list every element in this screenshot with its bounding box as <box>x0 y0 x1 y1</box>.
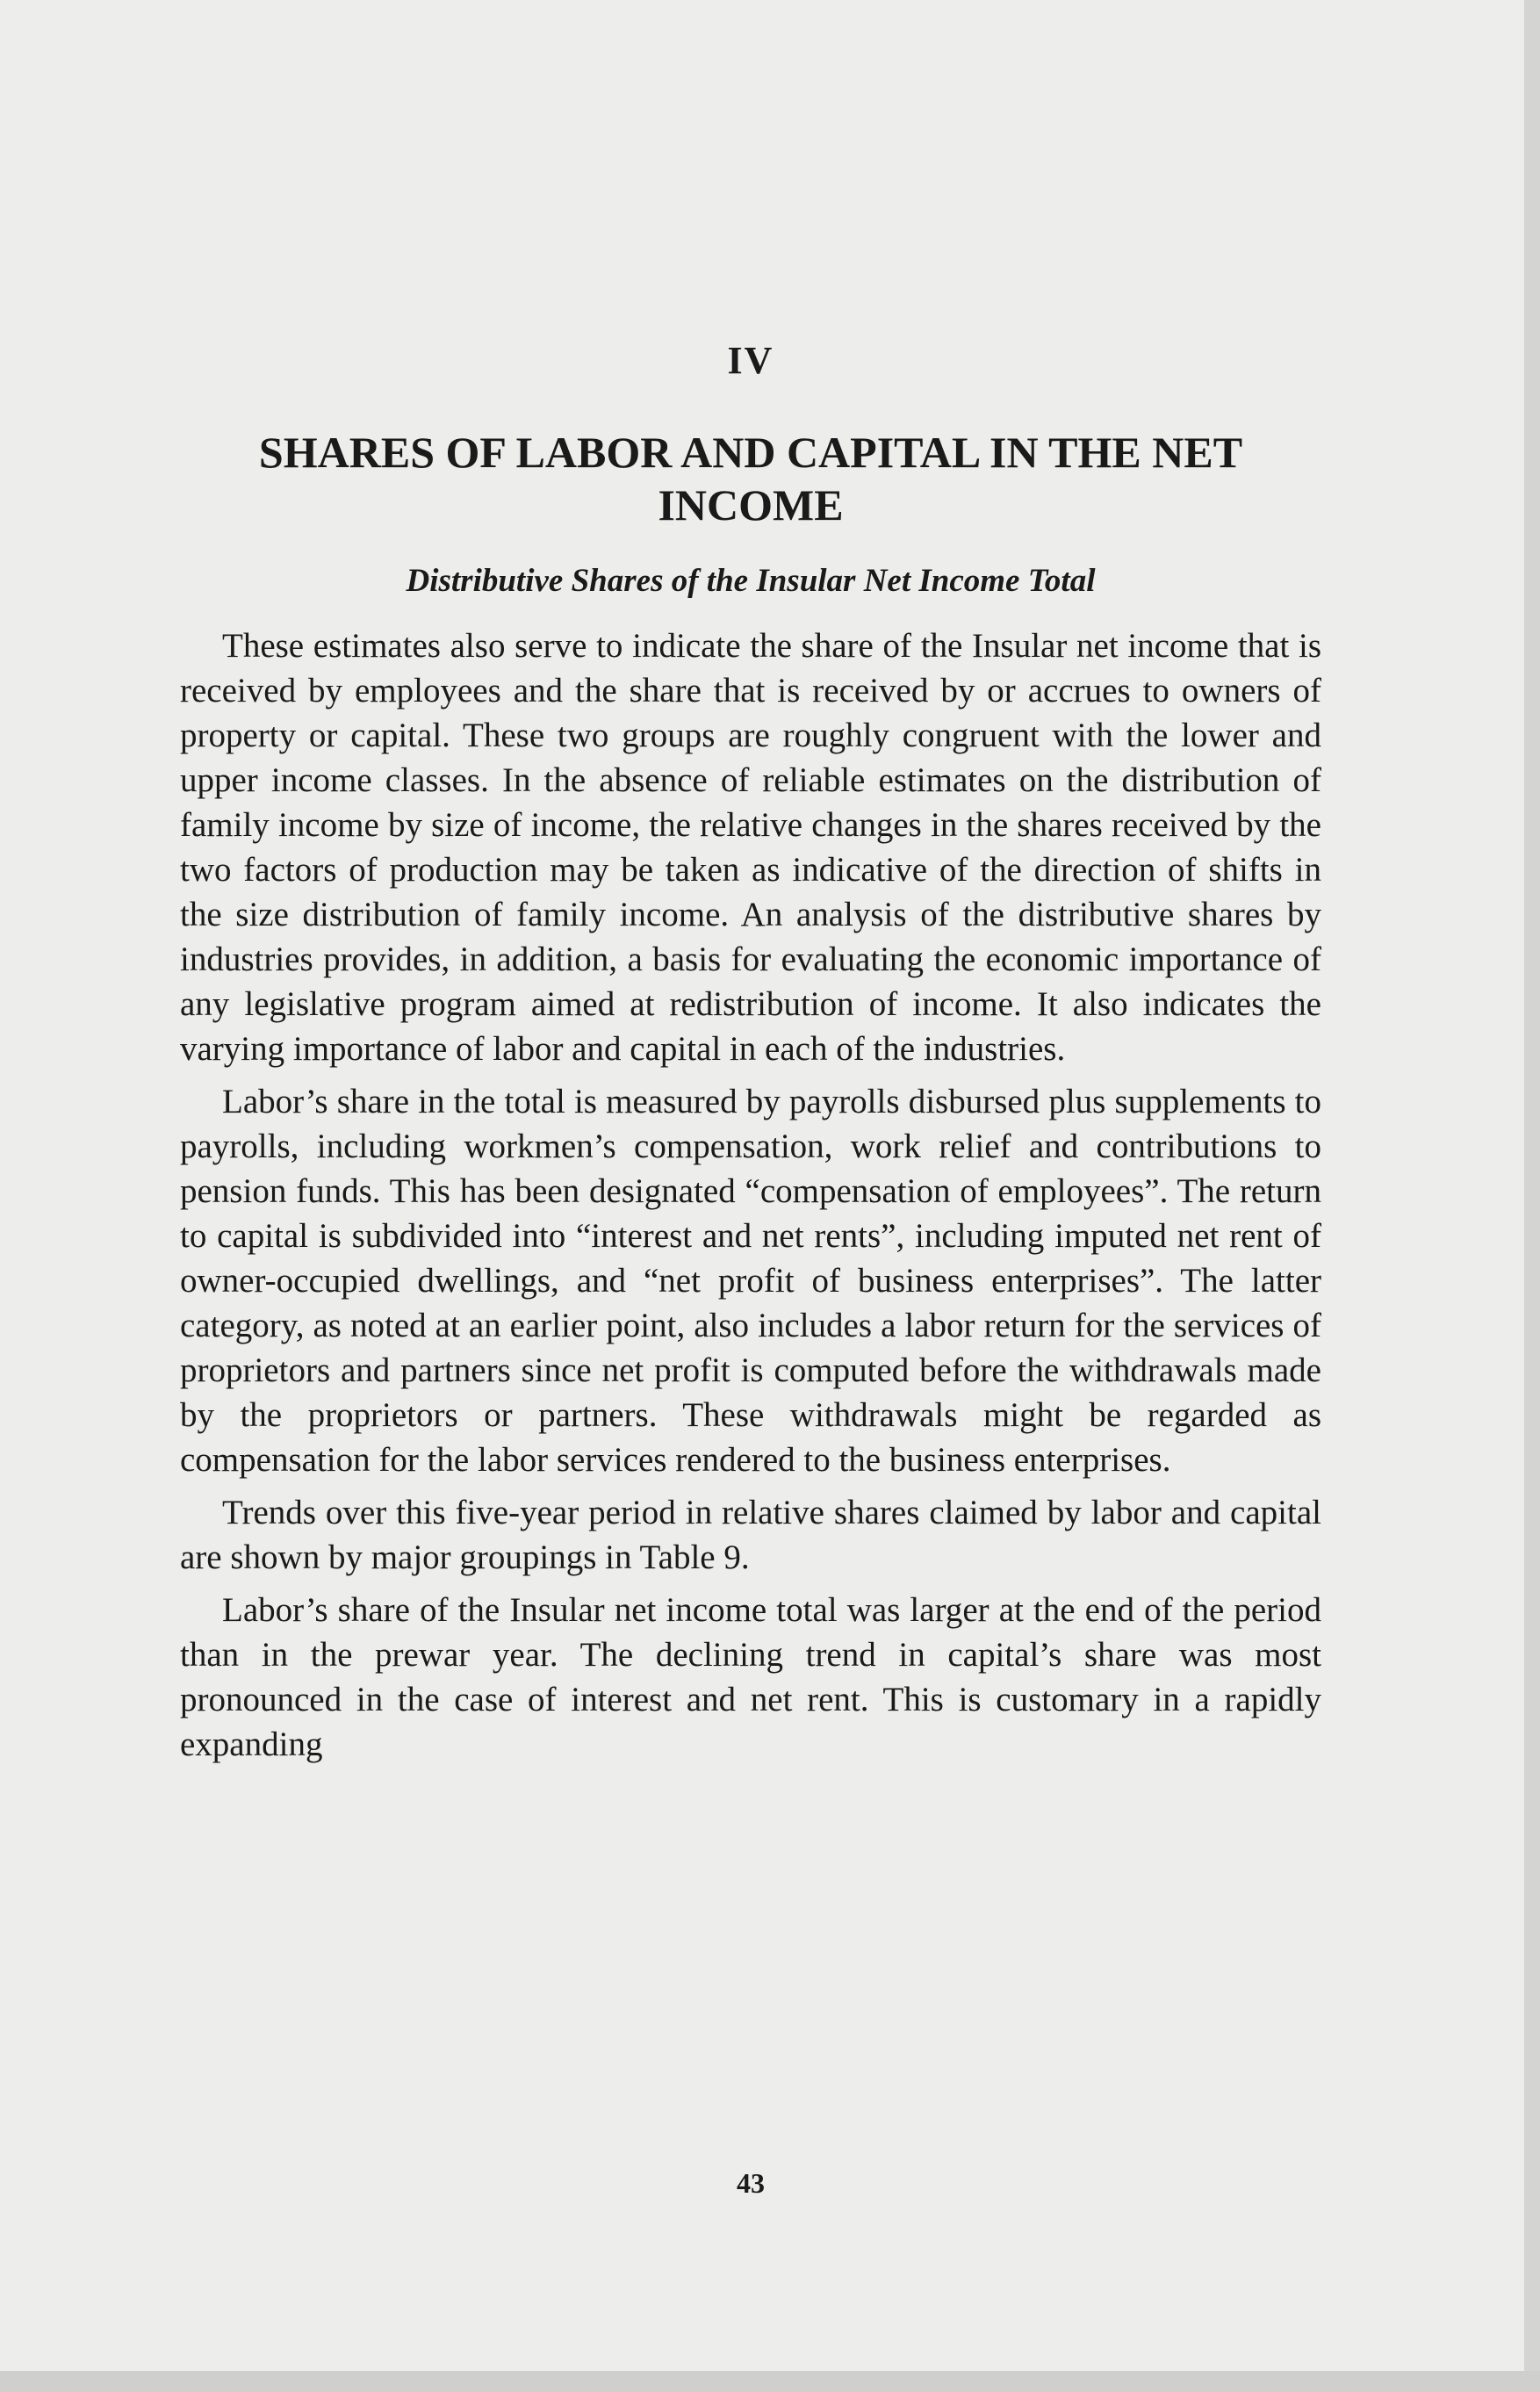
page-edge-bottom <box>0 2371 1540 2392</box>
paragraph: Labor’s share of the Insular net income total was larger at the end of the period than in the prewar year. The declining trend in capital’s share was most pronounced in the case of interest and net rent. This is customary in a rapidly expanding <box>180 1591 1321 1763</box>
paragraph: Trends over this five-year period in relative shares claimed by labor and capital are shown by major groupings in Table 9. <box>180 1494 1321 1576</box>
page-edge-right <box>1524 0 1540 2392</box>
page-number: 43 <box>737 2167 765 2199</box>
chapter-title: SHARES OF LABOR AND CAPITAL IN THE NET INCOME <box>258 428 1243 530</box>
section-heading: Distributive Shares of the Insular Net Income Total <box>406 563 1096 599</box>
chapter-number: IV <box>727 339 774 382</box>
paragraph: Labor’s share in the total is measured by payrolls disbursed plus supplements to payrolls, including workmen’s compensation, work relief and contributions to pension funds. This has been designated “compensation of employees”. The return to capital is subdivided into “interest and net rents”, including imputed net rent of owner-occupied dwellings, and “net profit of business enterprises”. The latter category, as noted at an earlier point, also includes a labor return for the services of proprietors and partners since net profit is computed before the withdrawals made by the proprietors or partners. These withdrawals might be regarded as compensation for the labor services rendered to the business enterprises. <box>180 1083 1321 1479</box>
paragraph: These estimates also serve to indicate the share of the Insular net income that is received by employees and the share that is received by or accrues to owners of property or capital. These two groups are roughly congruent with the lower and upper income classes. In the absence of reliable estimates on the distribution of family income by size of income, the relative changes in the shares received by the two factors of production may be taken as indicative of the direction of shifts in the size distribution of family income. An analysis of the distributive shares by industries provides, in addition, a basis for evaluating the economic importance of any legislative program aimed at redistribution of income. It also indicates the varying importance of labor and capital in each of the industries. <box>180 627 1321 1068</box>
body-text <box>180 623 1321 1775</box>
